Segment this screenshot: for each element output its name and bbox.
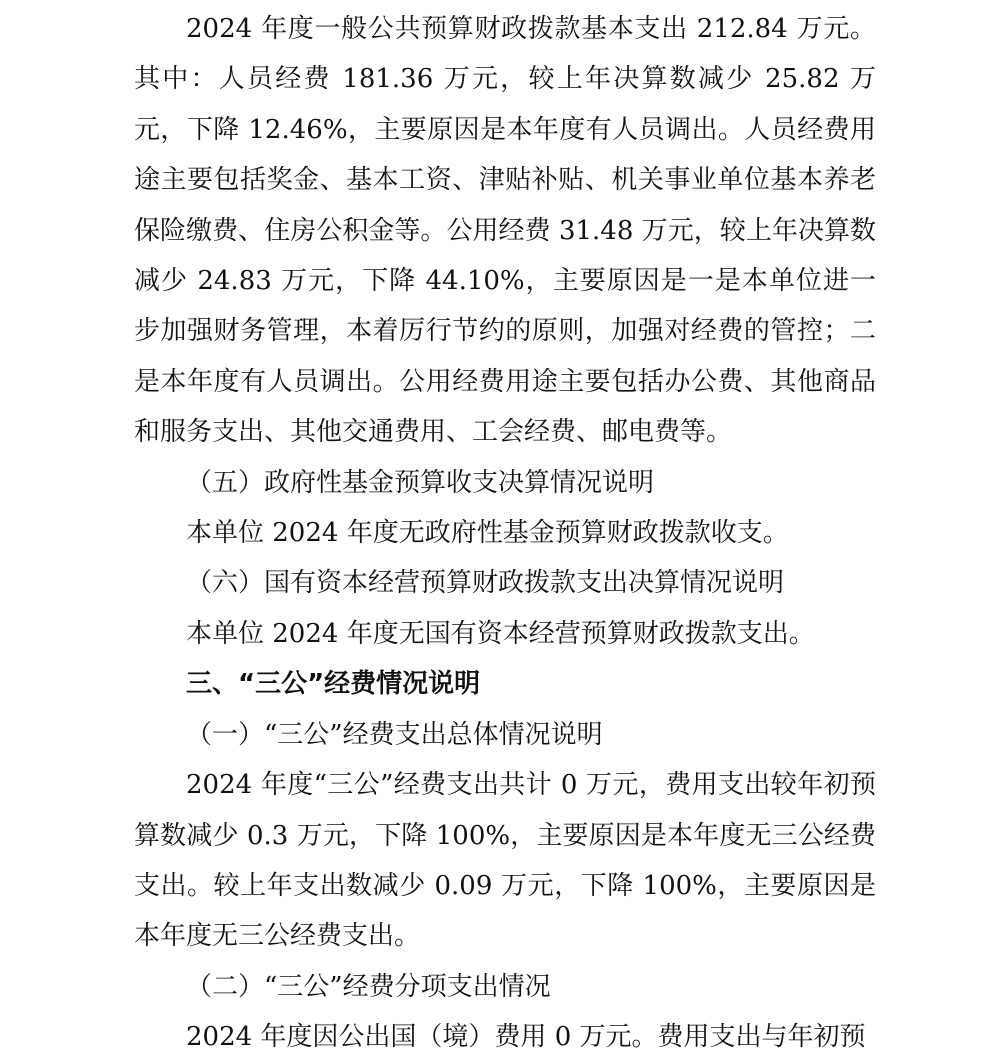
paragraph-overseas-travel: 2024 年度因公出国（境）费用 0 万元。费用支出与年初预 — [186, 1022, 866, 1053]
paragraph-state-capital: 本单位 2024 年度无国有资本经营预算财政拨款支出。 — [186, 618, 815, 649]
document-text — [134, 4, 876, 1056]
heading-three-public: 三、“三公”经费情况说明 — [186, 669, 481, 700]
paragraph-three-public-overall: 2024 年度“三公”经费支出共计 0 万元，费用支出较年初预算数减少 0.3 万元，下降 100%，主要原因是本年度无三公经费支出。较上年支出数减少 0.09 万元，下降 100%，主要原因是本年度无三公经费支出。 — [134, 770, 876, 952]
paragraph-basic-expenditure: 2024 年度一般公共预算财政拨款基本支出 212.84 万元。其中：人员经费 181.36 万元，较上年决算数减少 25.82 万元，下降 12.46%，主要原因是本年度有人员调出。人员经费用途主要包括奖金、基本工资、津贴补贴、机关事业单位基本养老保险缴费、住房公积金等。公用经费 31.48 万元，较上年决算数减少 24.83 万元，下降 44.10%，主要原因是一是本单位进一步加强财务管理，本着厉行节约的原则，加强对经费的管控；二是本年度有人员调出。公用经费用途主要包括办公费、其他商品和服务支出、其他交通费用、工会经费、邮电费等。 — [134, 14, 876, 448]
subheading-state-capital: （六）国有资本经营预算财政拨款支出决算情况说明 — [186, 568, 785, 599]
subheading-government-fund: （五）政府性基金预算收支决算情况说明 — [186, 467, 655, 498]
subheading-three-public-items: （二）“三公”经费分项支出情况 — [186, 971, 551, 1002]
paragraph-government-fund: 本单位 2024 年度无政府性基金预算财政拨款收支。 — [186, 518, 789, 549]
subheading-three-public-overall: （一）“三公”经费支出总体情况说明 — [186, 719, 603, 750]
